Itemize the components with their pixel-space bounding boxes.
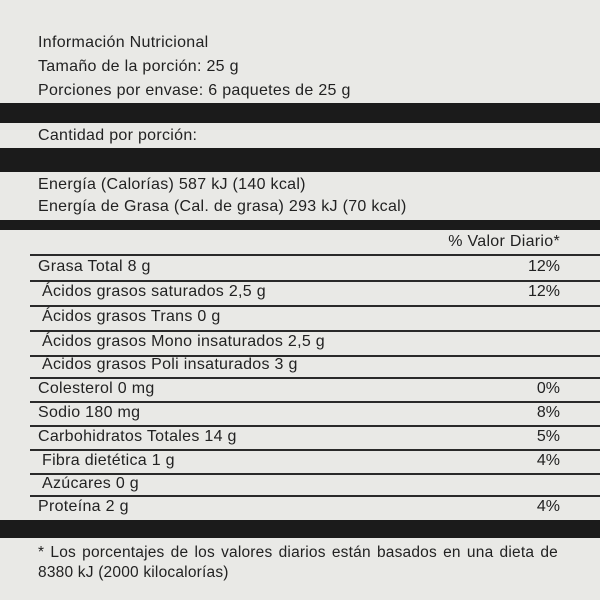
row-total-carbs: Carbohidratos Totales 14 g [38,428,237,445]
pct-saturated-fat: 12% [527,283,560,300]
row-trans-fat: Ácidos grasos Trans 0 g [42,308,221,325]
row-saturated-fat: Ácidos grasos saturados 2,5 g [42,283,266,300]
label-title: Información Nutricional [38,34,209,51]
row-divider [30,449,600,451]
row-sodium: Sodio 180 mg [38,404,141,421]
row-divider [30,495,600,497]
thick-divider-lower [0,220,600,230]
footnote: * Los porcentajes de los valores diarios están basados en una dieta de 8380 kJ (2000 kilocalorías) [38,544,558,581]
row-total-fat: Grasa Total 8 g [38,258,151,275]
energy-calories: Energía (Calorías) 587 kJ (140 kcal) [38,176,306,193]
row-divider [30,254,600,256]
serving-size: Tamaño de la porción: 25 g [38,58,239,75]
servings-per-container: Porciones por envase: 6 paquetes de 25 g [38,82,351,99]
row-divider [30,377,600,379]
pct-total-carbs: 5% [536,428,560,445]
row-divider [30,330,600,332]
row-divider [30,401,600,403]
row-divider [30,425,600,427]
thick-divider-middle [0,148,600,172]
pct-sodium: 8% [536,404,560,421]
amount-per-serving: Cantidad por porción: [38,127,198,144]
daily-value-header: % Valor Diario* [448,233,560,250]
row-sugars: Azúcares 0 g [42,475,139,492]
pct-cholesterol: 0% [536,380,560,397]
thick-divider-bottom [0,520,600,538]
thick-divider-top [0,103,600,123]
row-fiber: Fibra dietética 1 g [42,452,175,469]
row-divider [30,280,600,282]
row-poly-fat: Ácidos grasos Poli insaturados 3 g [42,356,298,373]
row-divider [30,305,600,307]
row-protein: Proteína 2 g [38,498,129,515]
energy-fat-calories: Energía de Grasa (Cal. de grasa) 293 kJ (70 kcal) [38,198,407,215]
row-mono-fat: Ácidos grasos Mono insaturados 2,5 g [42,333,325,350]
pct-fiber: 4% [536,452,560,469]
row-cholesterol: Colesterol 0 mg [38,380,155,397]
pct-total-fat: 12% [527,258,560,275]
pct-protein: 4% [536,498,560,515]
